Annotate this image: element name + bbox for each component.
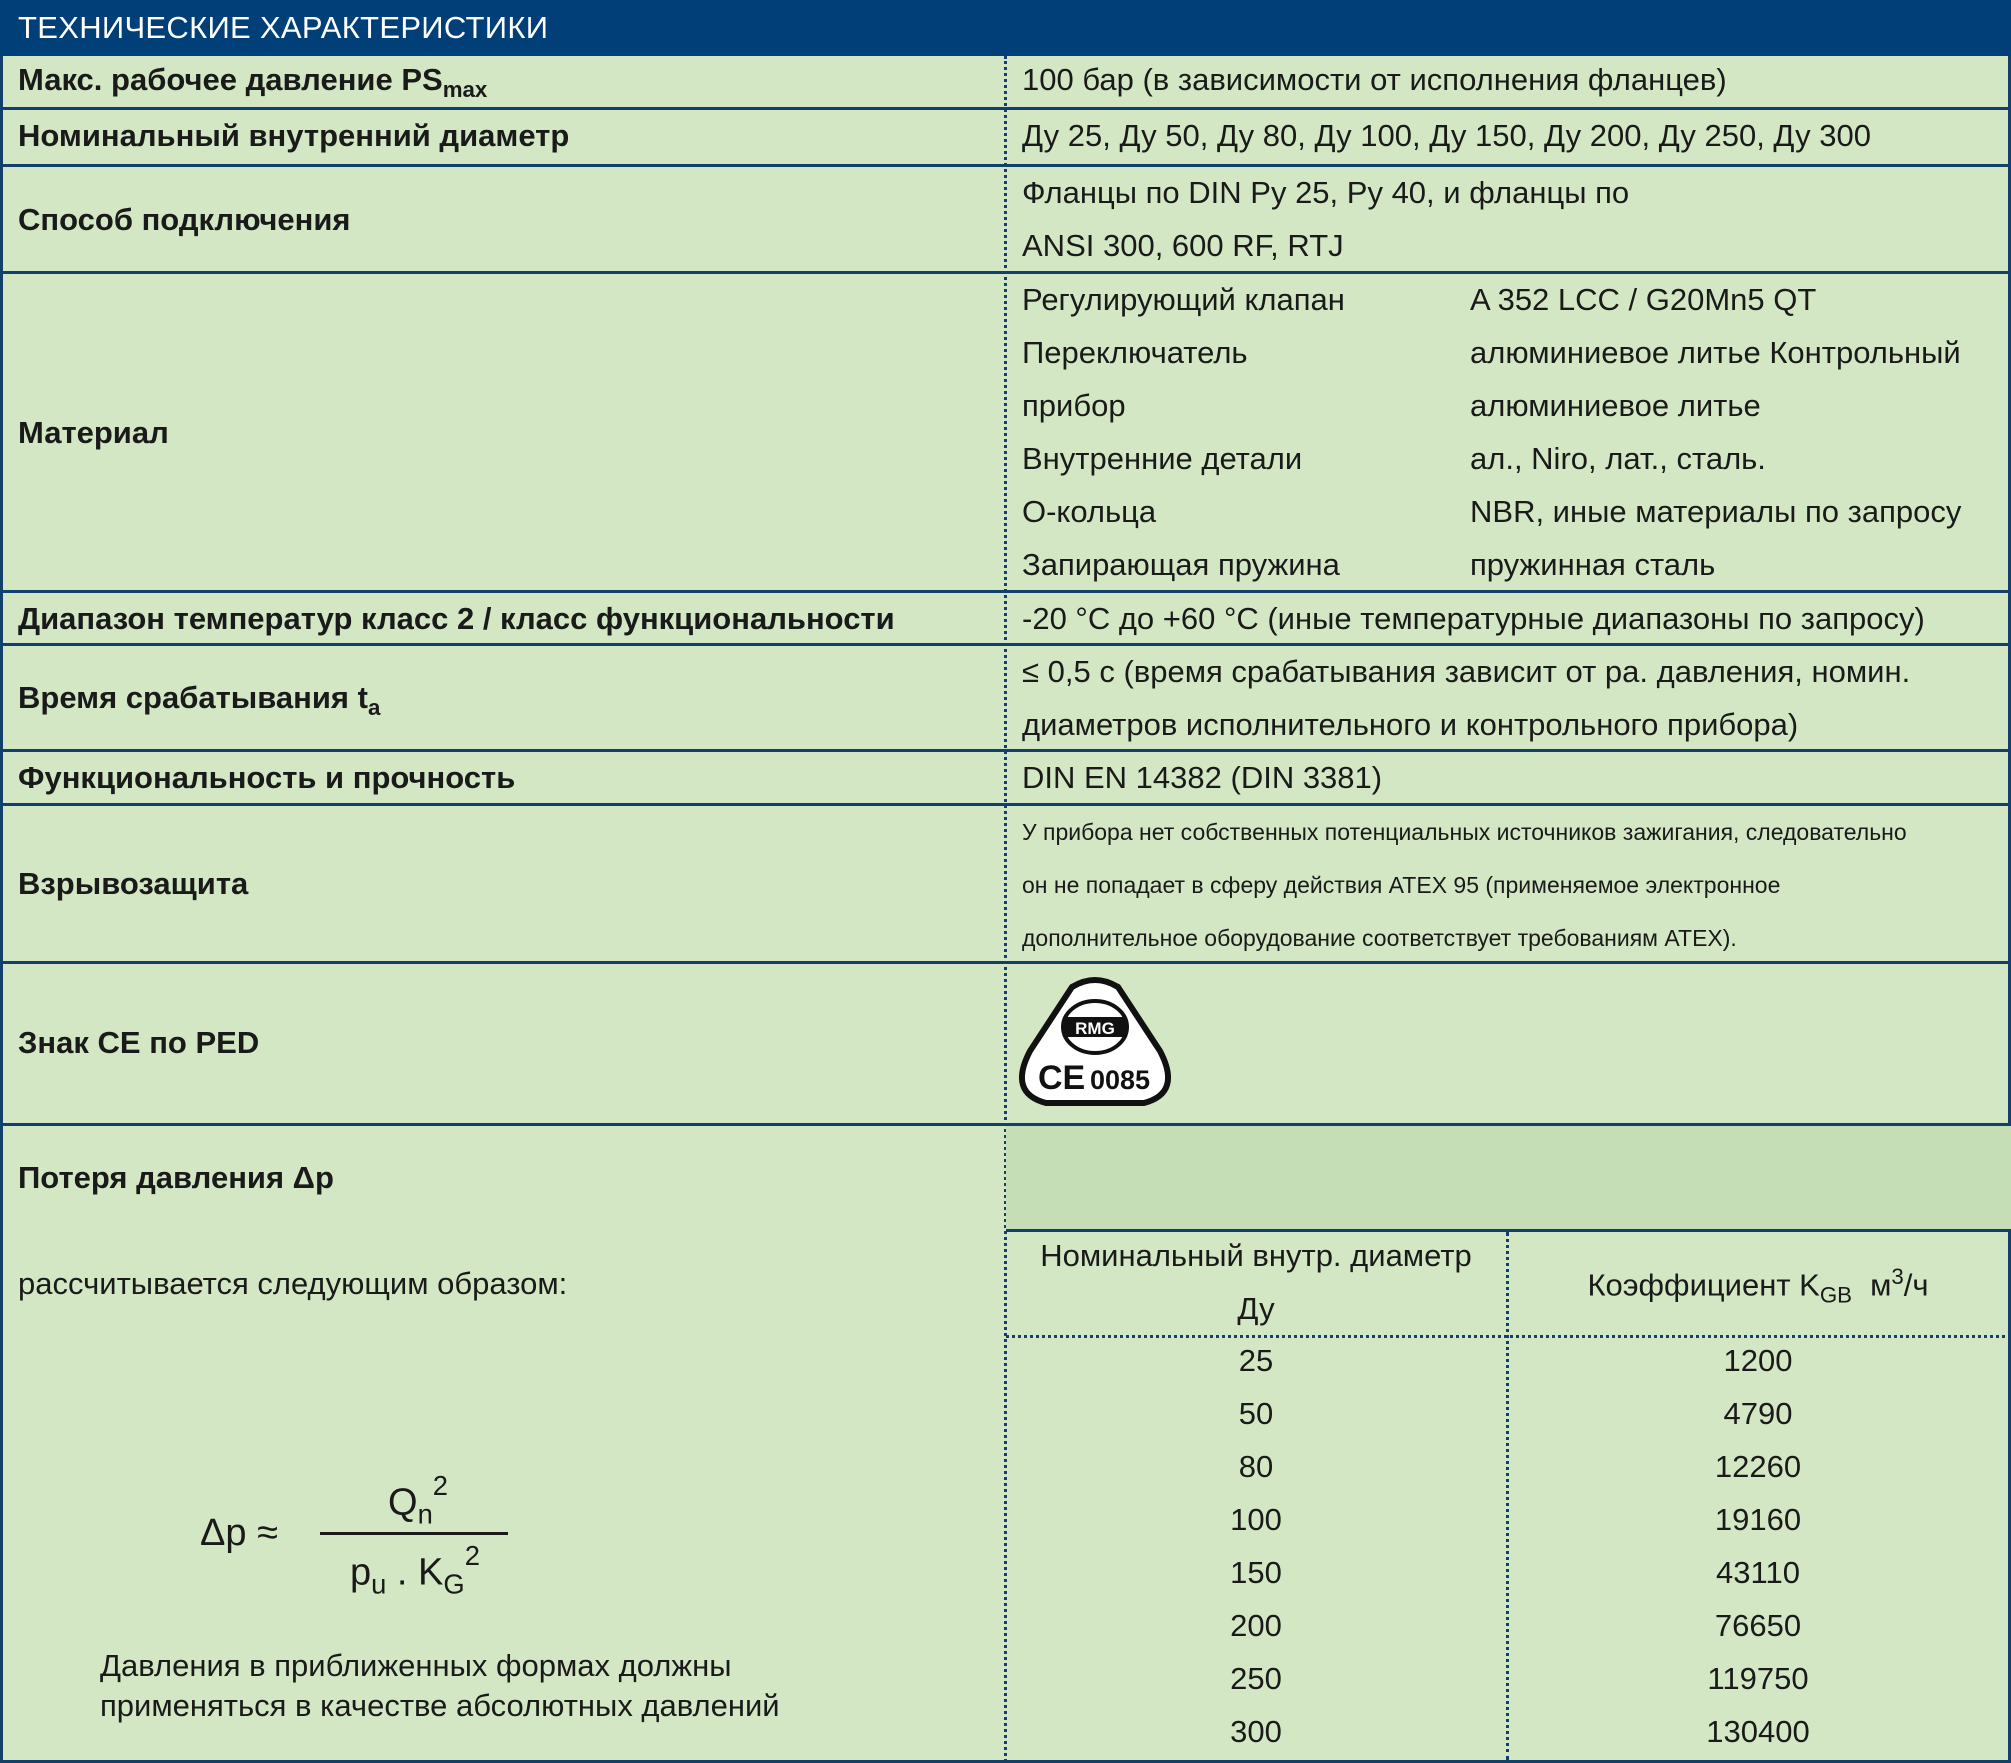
temperature-label: Диапазон температур класс 2 / класс функциональности [18,601,895,636]
material-item-value: пружинная сталь [1470,547,1716,582]
material-label: Материал [18,415,169,450]
pressure-value: 100 бар (в зависимости от исполнения фланцев) [1022,62,1727,97]
logo-number-text: 0085 [1090,1065,1151,1095]
kg-kgb-cell: 1200 [1723,1343,1793,1378]
pressure-loss-subtitle: рассчитывается следующим образом: [18,1266,568,1301]
kg-dn-cell: 80 [1238,1449,1274,1484]
kg-kgb-cell: 130400 [1706,1714,1810,1749]
kg-dn-cell: 50 [1238,1396,1274,1431]
material-item-value: ал., Niro, лат., сталь. [1470,441,1766,476]
formula-denominator: $p_u$ . $K_G^2$ [350,1540,480,1600]
connection-value-line-1: Фланцы по DIN Ру 25, Ру 40, и фланцы по [1022,175,1630,210]
pressure-loss-title: Потеря давления Δp [18,1160,334,1195]
temperature-value: -20 °C до +60 °C (иные температурные диапазоны по запросу) [1022,601,1925,636]
kg-dn-cell: 250 [1230,1661,1282,1696]
connection-value-line-2: ANSI 300, 600 RF, RTJ [1022,228,1344,263]
material-item-value: A 352 LCC / G20Mn5 QT [1470,282,1817,317]
kg-dn-cell: 300 [1230,1714,1282,1749]
ce-rmg-logo-icon [1014,975,1176,1111]
kg-kgb-cell: 19160 [1714,1502,1802,1537]
formula-lhs: Δp ≈ [200,1512,278,1554]
strength-label: Функциональность и прочность [18,760,516,795]
left-border [0,56,3,1763]
logo-ce-text: CE [1038,1059,1086,1097]
response-label: Время срабатывания $t_a$ [18,680,381,721]
kg-col1-header-line-2: Ду [1237,1291,1275,1326]
diameter-label: Номинальный внутренний диаметр [18,118,570,153]
kg-kgb-cell: 76650 [1714,1608,1802,1643]
formula-numerator: $Q_n^2$ [388,1470,448,1530]
diameter-value: Ду 25, Ду 50, Ду 80, Ду 100, Ду 150, Ду 200, Ду 250, Ду 300 [1022,118,1871,153]
material-item-name: Переключатель [1022,335,1248,370]
kg-kgb-cell: 119750 [1707,1661,1809,1696]
kg-kgb-cell: 4790 [1723,1396,1793,1431]
kg-kgb-cell: 12260 [1714,1449,1802,1484]
material-item-value: алюминиевое литье [1470,388,1761,423]
material-item-name: Регулирующий клапан [1022,282,1345,317]
kg-dn-cell: 150 [1230,1555,1282,1590]
formula-note-line-2: применяться в качестве абсолютных давлений [100,1688,780,1723]
response-value-line-1: ≤ 0,5 с (время срабатывания зависит от ра. давления, номин. [1022,654,1911,689]
pressure-label: Макс. рабочее давление $PS_{max}$ [18,62,488,103]
formula-fraction-bar [320,1532,508,1535]
kg-dn-cell: 100 [1230,1502,1282,1537]
explosion-label: Взрывозащита [18,866,249,901]
material-item-name: прибор [1022,388,1126,423]
material-item-value: NBR, иные материалы по запросу [1470,494,1962,529]
ce-label: Знак CE по PED [18,1025,260,1060]
material-item-name: Внутренние детали [1022,441,1303,476]
kg-col1-header-line-1: Номинальный внутр. диаметр [1040,1238,1472,1273]
material-item-value: алюминиевое литье Контрольный [1470,335,1961,370]
explosion-value-line-2: он не попадает в сферу действия ATEX 95 (применяемое электронное [1022,872,1781,898]
logo-rmg-text: RMG [1075,1019,1115,1038]
connection-label: Способ подключения [18,202,351,237]
kg-col2-header: Коэффициент $K_{GB}$ $м^3/ч$ [1587,1264,1929,1308]
material-item-name: О-кольца [1022,494,1157,529]
section-header: ТЕХНИЧЕСКИЕ ХАРАКТЕРИСТИКИ [0,0,2011,56]
response-value-line-2: диаметров исполнительного и контрольного прибора) [1022,707,1799,742]
kg-table-header-area [1006,1126,2011,1230]
strength-value: DIN EN 14382 (DIN 3381) [1022,760,1383,795]
explosion-value-line-3: дополнительное оборудование соответствует требованиям ATEX). [1022,925,1737,951]
kg-dn-cell: 25 [1238,1343,1274,1378]
kg-kgb-cell: 43110 [1716,1555,1800,1590]
material-item-name: Запирающая пружина [1022,547,1340,582]
formula-note-line-1: Давления в приближенных формах должны [100,1648,732,1683]
explosion-value-line-1: У прибора нет собственных потенциальных источников зажигания, следовательно [1022,819,1907,845]
kg-dn-cell: 200 [1230,1608,1282,1643]
